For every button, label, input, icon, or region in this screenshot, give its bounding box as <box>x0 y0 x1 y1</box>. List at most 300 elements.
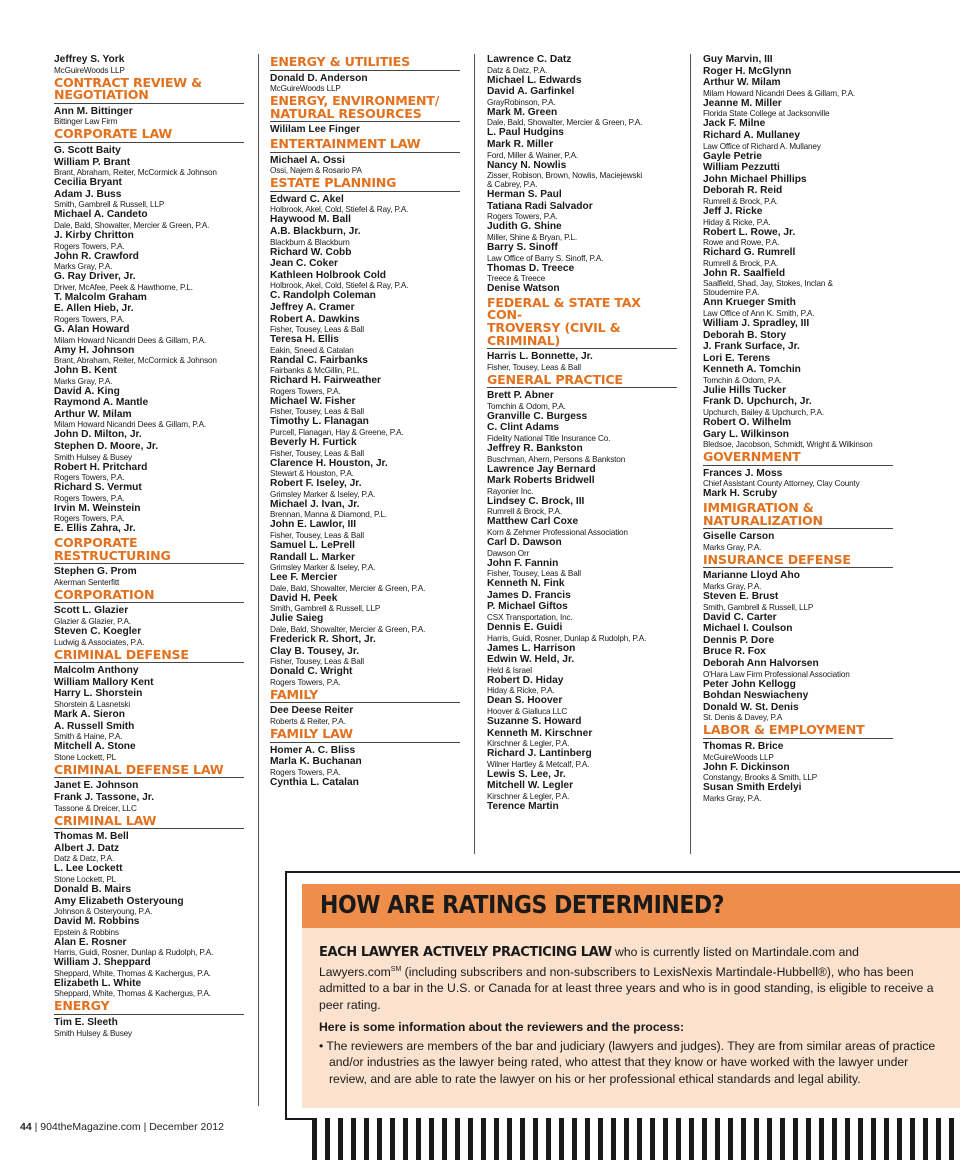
lawyer-entry <box>54 709 244 721</box>
lawyer-entry <box>703 185 893 206</box>
lawyer-name: Michael A. Ossi <box>270 154 345 166</box>
lawyer-entry <box>270 302 460 314</box>
lawyer-name: James L. Harrison <box>487 642 576 654</box>
lawyer-entry <box>54 189 244 210</box>
lawyer-entry <box>270 226 460 247</box>
lawyer-entry <box>270 437 460 458</box>
law-firm: Buschman, Ahern, Persons & Bankston <box>487 454 626 464</box>
law-firm: Law Office of Ann K. Smith, P.A. <box>703 308 815 318</box>
lawyer-name: Roger H. McGlynn <box>703 65 792 77</box>
lawyer-name: J. Kirby Chritton <box>54 229 134 241</box>
law-firm: Stone Lockett, PL <box>54 752 117 762</box>
lawyer-entry <box>487 75 677 87</box>
heading-line: CRIMINAL DEFENSE <box>54 646 189 662</box>
service-mark: SM <box>390 965 402 973</box>
lawyer-entry <box>270 124 460 136</box>
lawyer-entry <box>270 593 460 614</box>
lawyer-name: Michael I. Coulson <box>703 623 793 635</box>
lawyer-name: Albert J. Datz <box>54 842 120 854</box>
lawyer-entry <box>487 443 677 464</box>
practice-area-heading <box>54 128 244 143</box>
lawyer-name: Arthur W. Milam <box>54 408 132 420</box>
lawyer-entry <box>270 519 460 540</box>
lawyer-name: Lori E. Terens <box>703 352 771 364</box>
lawyer-name: Homer A. C. Bliss <box>270 744 356 756</box>
lawyer-entry <box>270 73 460 94</box>
lawyer-entry <box>703 762 893 783</box>
directory-column-3 <box>487 54 677 813</box>
lawyer-entry <box>270 270 460 291</box>
law-firm: Bittinger Law Firm <box>54 117 118 127</box>
lawyer-entry <box>703 174 893 186</box>
lawyer-name: Marianne Lloyd Aho <box>703 570 800 582</box>
heading-line: GENERAL PRACTICE <box>487 371 623 387</box>
practice-area-heading <box>54 646 244 664</box>
law-firm: Treece & Treece <box>487 274 545 284</box>
lawyer-name: Jack F. Milne <box>703 118 766 130</box>
law-firm: Sheppard, White, Thomas & Kachergus, P.A. <box>54 968 211 978</box>
lawyer-entry <box>487 675 677 696</box>
law-firm: Smith, Gambrell & Russell, LLP <box>703 602 814 612</box>
lawyer-name: Susan Smith Erdelyi <box>703 782 802 794</box>
lawyer-name: Janet E. Johnson <box>54 780 139 792</box>
law-firm: Rogers Towers, P.A. <box>54 473 125 483</box>
law-firm: Epstein & Robbins <box>54 927 119 937</box>
heading-line: ENERGY & UTILITIES <box>270 54 410 69</box>
lawyer-name: Donald B. Mairs <box>54 883 131 895</box>
lawyer-name: Bruce R. Fox <box>703 646 766 658</box>
lawyer-entry <box>54 916 244 937</box>
lawyer-name: David A. Garfinkel <box>487 86 575 98</box>
lawyer-name: Lewis S. Lee, Jr. <box>487 768 566 780</box>
lawyer-name: Lee F. Mercier <box>270 572 338 584</box>
lawyer-name: Mark A. Sieron <box>54 708 125 720</box>
law-firm: Sheppard, White, Thomas & Kachergus, P.A. <box>54 989 211 999</box>
heading-line: IMMIGRATION & <box>703 500 814 516</box>
law-firm: GrayRobinson, P.A. <box>487 97 556 107</box>
heading-line: NEGOTIATION <box>54 87 149 103</box>
lawyer-name: E. Ellis Zahra, Jr. <box>54 523 136 535</box>
lawyer-name: Dennis P. Dore <box>703 634 775 646</box>
practice-area-heading <box>54 1000 244 1015</box>
lawyer-entry <box>54 145 244 157</box>
lawyer-name: Kathleen Holbrook Cold <box>270 269 387 281</box>
law-firm: Fisher, Tousey, Leas & Ball <box>487 362 581 372</box>
lawyer-entry <box>54 665 244 677</box>
lawyer-entry <box>54 177 244 189</box>
lawyer-name: Julie Hills Tucker <box>703 384 787 396</box>
law-firm: Wilner Hartley & Metcalf, P.A. <box>487 759 590 769</box>
lawyer-name: Elizabeth L. White <box>54 977 142 989</box>
practice-area-heading <box>270 135 460 153</box>
lawyer-entry <box>54 209 244 230</box>
lawyer-name: Deborah R. Reid <box>703 185 783 197</box>
law-firm: Glazier & Glazier, P.A. <box>54 617 131 626</box>
lawyer-name: Amy Elizabeth Osteryoung <box>54 895 184 907</box>
lawyer-entry <box>703 623 893 635</box>
lawyer-name: Harry L. Shorstein <box>54 688 143 700</box>
law-firm: Marks Gray, P.A. <box>703 542 762 552</box>
lawyer-entry <box>54 780 244 792</box>
lawyer-entry <box>487 411 677 423</box>
heading-line: ENERGY, ENVIRONMENT/ <box>270 93 440 109</box>
directory-column-2 <box>270 54 460 788</box>
lawyer-entry <box>54 626 244 647</box>
lawyer-entry <box>270 499 460 520</box>
law-firm: Rogers Towers, P.A. <box>54 241 125 251</box>
lawyer-name: Thomas D. Treece <box>487 262 575 274</box>
law-firm: Constangy, Brooks & Smith, LLP <box>703 773 818 783</box>
lawyer-entry <box>54 303 244 324</box>
lawyer-name: Matthew Carl Coxe <box>487 516 579 528</box>
ratings-box-body <box>319 944 939 1087</box>
lawyer-name: Arthur W. Milam <box>703 77 781 89</box>
practice-area-heading <box>703 451 893 466</box>
lawyer-name: Robert D. Hiday <box>487 674 564 686</box>
heading-line: ENTERTAINMENT LAW <box>270 135 421 151</box>
law-firm: Milam Howard Nicandri Dees & Gillam, P.A. <box>54 420 207 430</box>
ratings-text-1: who is currently listed on Martindale.com and Lawyers.com <box>319 945 859 979</box>
lawyer-name: Mitchell A. Stone <box>54 741 136 753</box>
lawyer-entry <box>703 702 893 723</box>
lawyer-entry <box>487 769 677 781</box>
heading-line: CRIMINAL DEFENSE LAW <box>54 761 224 777</box>
lawyer-entry <box>703 206 893 227</box>
lawyer-entry <box>703 162 893 174</box>
heading-line: GOVERNMENT <box>703 449 801 465</box>
heading-line: CORPORATE RESTRUCTURING <box>54 535 171 563</box>
lawyer-name: Kenneth M. Kirschner <box>487 727 593 739</box>
lawyer-name: John F. Fannin <box>487 557 559 569</box>
lawyer-name: G. Alan Howard <box>54 323 130 335</box>
lawyer-name: Steven E. Brust <box>703 591 779 602</box>
law-firm: Stone Lockett, PL <box>54 874 117 884</box>
lawyer-entry <box>270 646 460 667</box>
heading-line: TROVERSY (CIVIL & CRIMINAL) <box>487 319 621 348</box>
lawyer-entry <box>703 646 893 658</box>
law-firm: & Cabrey, P.A. <box>487 180 538 190</box>
lawyer-entry <box>703 353 893 365</box>
lawyer-entry <box>703 417 893 429</box>
practice-area-heading <box>703 502 893 529</box>
lawyer-entry <box>54 863 244 884</box>
lawyer-name: J. Frank Surface, Jr. <box>703 341 800 353</box>
lawyer-entry <box>487 390 677 411</box>
lawyer-name: Mark Roberts Bridwell <box>487 475 595 487</box>
heading-line: FAMILY LAW <box>270 725 353 741</box>
lawyer-entry <box>270 375 460 396</box>
lawyer-name: Steven C. Koegler <box>54 626 142 637</box>
lawyer-entry <box>54 503 244 524</box>
law-firm: Law Office of Richard A. Mullaney <box>703 141 821 151</box>
lawyer-entry <box>703 318 893 330</box>
lawyer-entry <box>54 523 244 535</box>
lawyer-entry <box>54 721 244 742</box>
lawyer-entry <box>270 155 460 176</box>
lawyer-name: Haywood M. Ball <box>270 214 351 226</box>
law-firm: Brennan, Manna & Diamond, P.L. <box>270 510 387 520</box>
lawyer-entry <box>487 801 677 813</box>
lawyer-name: William J. Sheppard <box>54 957 151 969</box>
lawyer-entry <box>703 488 893 500</box>
ratings-subhead: Here is some information about the reviewers and the process: <box>319 1020 685 1035</box>
ratings-paragraph <box>319 944 939 1013</box>
lawyer-entry <box>487 201 677 222</box>
lawyer-entry <box>703 66 893 78</box>
heading-line: CRIMINAL LAW <box>54 812 157 828</box>
practice-area-heading <box>54 761 244 779</box>
law-firm: Miller, Shine & Bryan, P.L. <box>487 232 578 242</box>
law-firm: Upchurch, Bailey & Upchurch, P.A. <box>703 408 824 418</box>
law-firm: Rumrell & Brock, P.A. <box>703 196 778 206</box>
heading-line: INSURANCE DEFENSE <box>703 551 851 567</box>
law-firm: Ludwig & Associates, P.A. <box>54 637 145 647</box>
law-firm: Rogers Towers, P.A. <box>54 314 125 324</box>
lawyer-name: Ann Krueger Smith <box>703 297 796 309</box>
law-firm: O'Hara Law Firm Professional Association <box>703 669 850 679</box>
practice-area-heading <box>270 177 460 192</box>
lawyer-name: Judith G. Shine <box>487 221 562 233</box>
lawyer-name: Alan E. Rosner <box>54 936 127 948</box>
law-firm: Rogers Towers, P.A. <box>487 212 558 222</box>
lawyer-name: Gayle Petrie <box>703 150 762 162</box>
lawyer-name: John E. Lawlor, III <box>270 519 357 531</box>
ratings-box-title: HOW ARE RATINGS DETERMINED? <box>320 890 725 919</box>
lawyer-name: Jeffrey A. Cramer <box>270 301 355 313</box>
lawyer-name: Adam J. Buss <box>54 188 122 200</box>
lawyer-name: Robert O. Wilhelm <box>703 417 792 429</box>
lawyer-entry <box>54 106 244 127</box>
lawyer-name: Richard A. Mullaney <box>703 129 800 141</box>
lawyer-name: Dennis E. Guidi <box>487 622 563 633</box>
lawyer-name: Jean C. Coker <box>270 258 338 270</box>
lawyer-entry <box>487 139 677 160</box>
law-firm: Johnson & Osteryoung, P.A. <box>54 907 153 917</box>
lawyer-entry <box>54 157 244 178</box>
lawyer-entry <box>487 127 677 139</box>
law-firm: Blackburn & Blackburn <box>270 237 350 247</box>
publication-info: 904theMagazine.com | December 2012 <box>40 1121 224 1133</box>
law-firm: Datz & Datz, P.A. <box>487 65 548 75</box>
lawyer-name: Frank D. Upchurch, Jr. <box>703 396 812 408</box>
column-divider <box>258 54 259 1106</box>
lawyer-entry <box>54 741 244 762</box>
lawyer-entry <box>270 745 460 757</box>
lawyer-name: Clarence H. Houston, Jr. <box>270 457 388 469</box>
lawyer-entry <box>703 531 893 552</box>
law-firm: McGuireWoods LLP <box>54 65 125 75</box>
lawyer-name: Robert H. Pritchard <box>54 461 148 473</box>
law-firm: Harris, Guidi, Rosner, Dunlap & Rudolph, P.A. <box>487 633 647 643</box>
lawyer-name: John F. Dickinson <box>703 761 790 773</box>
lawyer-name: Tatiana Radi Salvador <box>487 200 593 212</box>
lawyer-name: Robert F. Iseley, Jr. <box>270 478 362 490</box>
law-firm: Rowe and Rowe, P.A. <box>703 238 780 248</box>
lawyer-name: Donald C. Wright <box>270 666 353 678</box>
lawyer-entry <box>487 283 677 295</box>
lawyer-name: William J. Spradley, III <box>703 317 810 329</box>
lawyer-entry <box>487 716 677 728</box>
ratings-box-title-bar <box>302 884 960 928</box>
heading-line: FAMILY <box>270 686 319 702</box>
lawyer-name: C. Clint Adams <box>487 422 560 434</box>
lawyer-entry <box>54 677 244 689</box>
law-firm: Marks Gray, P.A. <box>54 376 113 386</box>
lawyer-entry <box>703 385 893 397</box>
lawyer-name: Michael A. Candeto <box>54 209 148 221</box>
lawyer-entry <box>703 130 893 151</box>
lawyer-name: James D. Francis <box>487 589 571 601</box>
lawyer-entry <box>703 54 893 66</box>
practice-area-heading <box>54 537 244 564</box>
lawyer-entry <box>270 258 460 270</box>
lawyer-entry <box>487 86 677 107</box>
lawyer-entry <box>54 409 244 430</box>
law-firm: Smith Hulsey & Busey <box>54 452 132 462</box>
lawyer-name: Deborah B. Story <box>703 329 787 341</box>
lawyer-entry <box>54 843 244 864</box>
lawyer-name: Denise Watson <box>487 283 560 295</box>
lawyer-entry <box>487 728 677 749</box>
lawyer-entry <box>703 690 893 702</box>
column-divider <box>690 54 691 854</box>
lawyer-entry <box>703 658 893 679</box>
lawyer-name: L. Paul Hudgins <box>487 127 564 139</box>
lawyer-entry <box>54 271 244 292</box>
lawyer-entry <box>487 516 677 537</box>
lawyer-entry <box>54 831 244 843</box>
lawyer-entry <box>54 605 244 626</box>
lawyer-entry <box>703 741 893 762</box>
heading-line: CORPORATE LAW <box>54 126 173 142</box>
lawyer-name: Mark H. Scruby <box>703 488 778 500</box>
law-firm: Smith, Gambrell & Russell, LLP <box>54 200 165 210</box>
lawyer-name: Timothy L. Flanagan <box>270 416 369 428</box>
lawyer-name: Thomas R. Brice <box>703 740 784 752</box>
lawyer-entry <box>54 386 244 398</box>
lawyer-name: Lawrence Jay Bernard <box>487 463 596 475</box>
lawyer-entry <box>270 613 460 634</box>
lawyer-name: Stephen D. Moore, Jr. <box>54 441 159 453</box>
lawyer-name: Cynthia L. Catalan <box>270 776 359 788</box>
lawyer-name: Jeanne M. Miller <box>703 97 782 109</box>
lawyer-name: Malcolm Anthony <box>54 665 139 677</box>
law-firm: Rumrell & Brock, P.A. <box>703 258 778 268</box>
lawyer-name: Donald W. St. Denis <box>703 701 799 713</box>
lawyer-name: David H. Peek <box>270 592 338 604</box>
lawyer-entry <box>54 54 244 75</box>
lawyer-name: Richard J. Lantinberg <box>487 748 592 760</box>
law-firm: Tassone & Dreicer, LLC <box>54 803 137 813</box>
ratings-bullet: • The reviewers are members of the bar and judiciary (lawyers and judges). They are from similar areas of practice and/or industries as the lawyer being rated, who attest that they know or have worked with the lawyer under review, and are able to rate the lawyer on his or her professional ethical standards and legal ability. <box>319 1038 936 1086</box>
heading-line: NATURAL RESOURCES <box>270 105 422 121</box>
lawyer-entry <box>270 355 460 376</box>
lawyer-entry <box>487 654 677 675</box>
heading-line: ENERGY <box>54 998 110 1014</box>
lawyer-entry <box>54 251 244 272</box>
law-firm: Dale, Bald, Showalter, Mercier & Green, P.A. <box>54 220 210 230</box>
lawyer-entry <box>54 566 244 587</box>
lawyer-entry <box>487 537 677 558</box>
law-firm: Saalfield, Shad, Jay, Stokes, Inclan & <box>703 279 833 289</box>
lawyer-name: Richard S. Vermut <box>54 482 142 494</box>
law-firm: Rogers Towers, P.A. <box>270 767 341 777</box>
law-firm: Marks Gray, P.A. <box>703 582 762 591</box>
law-firm: Kirschner & Legler, P.A. <box>487 791 570 801</box>
lawyer-entry <box>54 957 244 978</box>
lawyer-entry <box>54 365 244 386</box>
law-firm: Smith Hulsey & Busey <box>54 1028 132 1038</box>
lawyer-entry <box>270 194 460 215</box>
lawyer-entry <box>270 540 460 552</box>
lawyer-entry <box>270 416 460 437</box>
lawyer-entry <box>54 230 244 251</box>
lawyer-entry <box>487 643 677 655</box>
directory-column-1 <box>54 54 244 1038</box>
lawyer-entry <box>703 297 893 318</box>
lawyer-name: Gary L. Wilkinson <box>703 428 789 440</box>
lawyer-entry <box>270 396 460 417</box>
lawyer-entry <box>487 601 677 622</box>
lawyer-entry <box>54 292 244 304</box>
lawyer-name: Michael J. Ivan, Jr. <box>270 498 360 510</box>
law-firm: Grimsley Marker & Iseley, P.A. <box>270 489 376 499</box>
law-firm: St. Denis & Davey, P.A <box>703 713 783 723</box>
law-firm: Holbrook, Akel, Cold, Stiefel & Ray, P.A. <box>270 281 409 291</box>
law-firm: Fisher, Tousey, Leas & Ball <box>270 531 364 541</box>
lawyer-entry <box>703 396 893 417</box>
lawyer-entry <box>270 705 460 726</box>
law-firm: Driver, McAfee, Peek & Hawthorne, P.L. <box>54 282 193 292</box>
lawyer-name: Amy H. Johnson <box>54 344 135 356</box>
lawyer-name: Cecilia Bryant <box>54 177 122 189</box>
lawyer-entry <box>487 590 677 602</box>
lawyer-name: Guy Marvin, III <box>703 54 773 65</box>
lawyer-entry <box>270 634 460 646</box>
lawyer-name: Julie Saieg <box>270 613 324 625</box>
lawyer-name: Deborah Ann Halvorsen <box>703 657 819 669</box>
lawyer-name: Randal C. Fairbanks <box>270 354 368 366</box>
law-firm: Ossi, Najem & Rosario PA <box>270 166 362 176</box>
lawyer-entry <box>487 464 677 476</box>
lawyer-name: Bohdan Neswiacheny <box>703 690 809 702</box>
lawyer-name: Nancy N. Nowlis <box>487 159 567 171</box>
law-firm: Ford, Miller & Wainer, P.A. <box>487 150 579 160</box>
lawyer-name: Jeffrey R. Bankston <box>487 443 583 455</box>
law-firm: Holbrook, Akel, Cold, Stiefel & Ray, P.A. <box>270 205 409 215</box>
practice-area-heading <box>703 551 893 569</box>
law-firm: Smith, Gambrell & Russell, LLP <box>270 604 381 614</box>
practice-area-heading <box>270 95 460 122</box>
lawyer-name: John B. Kent <box>54 365 117 377</box>
lawyer-entry <box>487 578 677 590</box>
lawyer-name: Richard W. Cobb <box>270 246 352 258</box>
lawyer-entry <box>270 247 460 259</box>
law-firm: Milam Howard Nicandri Dees & Gillam, P.A. <box>703 88 856 98</box>
lawyer-name: John D. Milton, Jr. <box>54 429 142 441</box>
lawyer-entry <box>54 884 244 896</box>
practice-area-heading <box>54 812 244 830</box>
lawyer-name: P. Michael Giftos <box>487 601 568 613</box>
law-firm: Roberts & Reiter, P.A. <box>270 716 346 726</box>
law-firm: Rogers Towers, P.A. <box>54 493 125 503</box>
ratings-lead: EACH LAWYER ACTIVELY PRACTICING LAW <box>319 945 612 960</box>
law-firm: Fidelity National Title Insurance Co. <box>487 434 611 444</box>
heading-line: CONTRACT REVIEW & <box>54 74 202 90</box>
lawyer-name: Beverly H. Furtick <box>270 437 357 449</box>
lawyer-entry <box>703 151 893 163</box>
lawyer-name: Scott L. Glazier <box>54 605 129 617</box>
